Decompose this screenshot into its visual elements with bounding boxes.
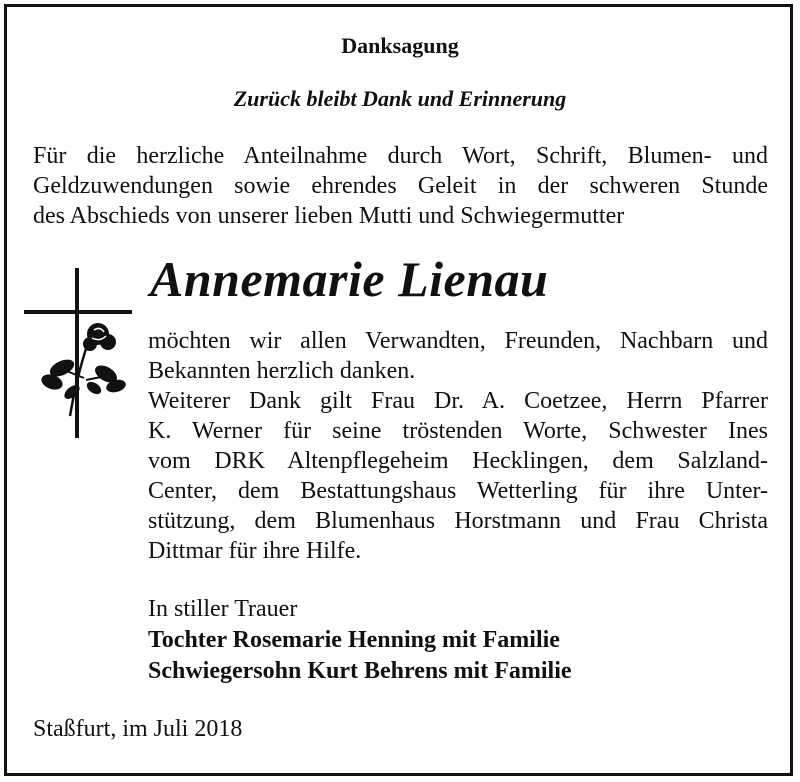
cross-with-rose-icon bbox=[24, 266, 136, 440]
place-and-date: Staßfurt, im Juli 2018 bbox=[33, 716, 243, 742]
body-line: möchten wir allen Verwandten, Freunden, Nachbarn und bbox=[148, 328, 768, 354]
body-line: Dittmar für ihre Hilfe. bbox=[148, 538, 362, 564]
intro-line: Geldzuwendungen sowie ehrendes Geleit in der schweren Stunde bbox=[33, 173, 768, 199]
notice-subheading: Zurück bleibt Dank und Erinnerung bbox=[233, 86, 567, 111]
mourners-block bbox=[148, 594, 572, 687]
mourning-intro: In stiller Trauer bbox=[148, 596, 298, 622]
body-line: Center, dem Bestattungshaus Wetterling für ihre Unter- bbox=[148, 478, 768, 504]
body-line: Weiterer Dank gilt Frau Dr. A. Coetzee, Herrn Pfarrer bbox=[148, 388, 768, 414]
body-line: K. Werner für seine tröstenden Worte, Schwester Ines bbox=[148, 418, 768, 444]
intro-paragraph bbox=[33, 141, 768, 231]
body-line: Bekannten herzlich danken. bbox=[148, 358, 416, 384]
intro-line: Für die herzliche Anteilnahme durch Wort, Schrift, Blumen- und bbox=[33, 143, 768, 169]
deceased-name: Annemarie Lienau bbox=[150, 251, 549, 307]
mourner-line: Tochter Rosemarie Henning mit Familie bbox=[148, 627, 560, 653]
thanks-paragraph bbox=[148, 326, 768, 566]
body-line: vom DRK Altenpflegeheim Hecklingen, dem Salzland- bbox=[148, 448, 768, 474]
intro-line: des Abschieds von unserer lieben Mutti und Schwiegermutter bbox=[33, 203, 625, 229]
mourner-line: Schwiegersohn Kurt Behrens mit Familie bbox=[148, 658, 572, 684]
notice-heading: Danksagung bbox=[341, 33, 459, 58]
body-line: stützung, dem Blumenhaus Horstmann und Frau Christa bbox=[148, 508, 768, 534]
